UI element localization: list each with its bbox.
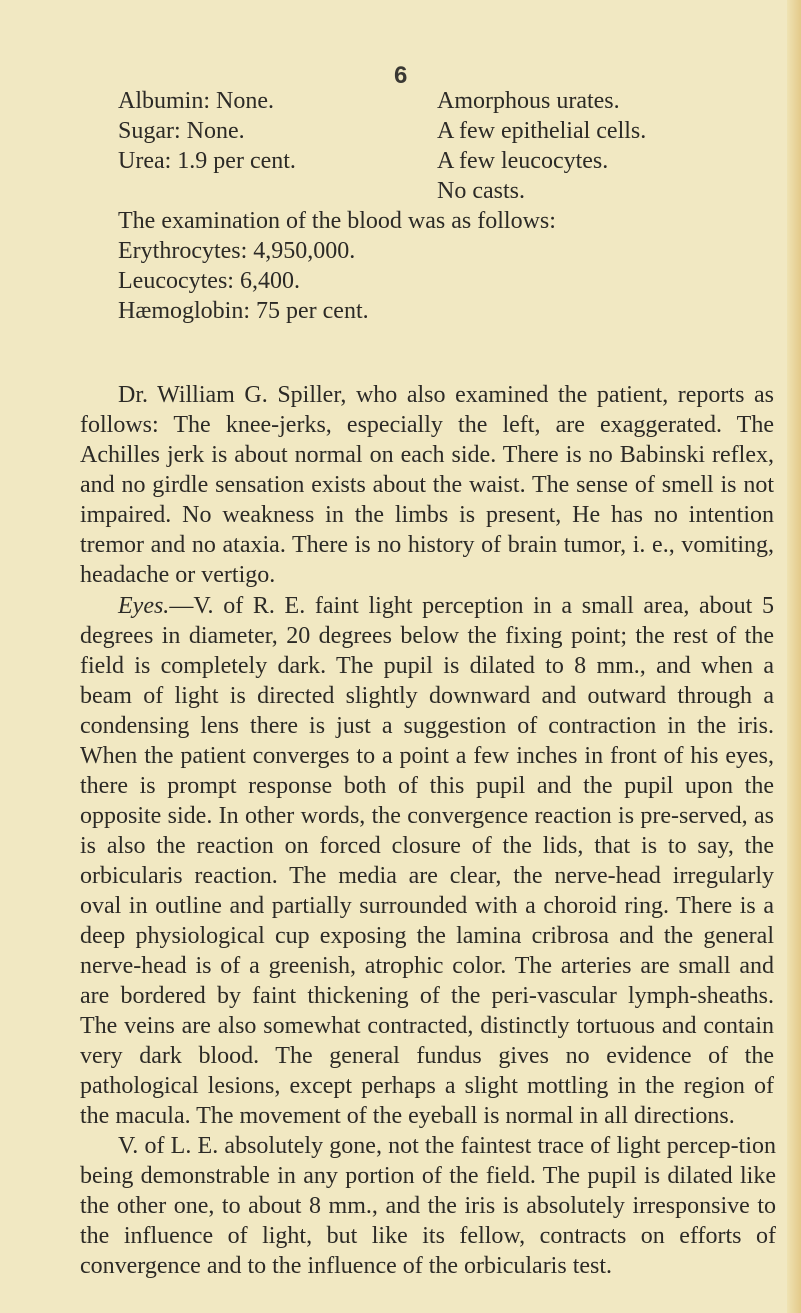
urea-line: Urea: 1.9 per cent.: [118, 148, 296, 174]
urates-line: Amorphous urates.: [437, 88, 620, 114]
casts-line: No casts.: [437, 178, 525, 204]
leucocytes-line: Leucocytes: 6,400.: [118, 268, 300, 294]
haemoglobin-line: Hæmoglobin: 75 per cent.: [118, 298, 369, 324]
neurological-report-paragraph: Dr. William G. Spiller, who also examined the patient, reports as follows: The knee-jerks, especially the left, are exaggerated. The Achilles jerk is about normal on each side. There is no Babinski reflex, and no girdle sensation exists about the waist. The sense of smell is not impaired. No weakness in the limbs is present, He has no intention tremor and no ataxia. There is no history of brain tumor, i. e., vomiting, headache or vertigo.: [80, 382, 774, 588]
leucocytes-urine-line: A few leucocytes.: [437, 148, 609, 174]
urine-results-left: [118, 86, 296, 176]
blood-examination: [80, 206, 774, 326]
erythrocytes-line: Erythrocytes: 4,950,000.: [118, 238, 356, 264]
blood-intro: The examination of the blood was as follows:: [118, 208, 556, 234]
sugar-line: Sugar: None.: [118, 118, 245, 144]
urine-results-right: [437, 86, 646, 206]
eyes-text: —V. of R. E. faint light perception in a small area, about 5 degrees in diameter, 20 degrees below the fixing point; the rest of the field is completely dark. The pupil is dilated to 8 mm., and when a beam of light is directed slightly downward and outward through a condensing lens there is just a suggestion of contraction in the iris. When the patient converges to a point a few inches in front of his eyes, there is prompt response both of this pupil and the pupil upon the opposite side. In other words, the convergence reaction is pre-served, as is also the reaction on forced closure of the lids, that is to say, the orbicularis reaction. The media are clear, the nerve-head irregularly oval in outline and partially surrounded with a choroid ring. There is a deep physiological cup exposing the lamina cribrosa and the general nerve-head is of a greenish, atrophic color. The arteries are small and are bordered by faint thickening of the peri-vascular lymph-sheaths. The veins are also somewhat contracted, distinctly tortuous and contain very dark blood. The general fundus gives no evidence of the pathological lesions, except perhaps a slight mottling in the region of the macula. The movement of the eyeball is normal in all directions.: [80, 593, 774, 1129]
albumin-line: Albumin: None.: [118, 88, 274, 114]
eyes-paragraph: [80, 591, 774, 1131]
epithelial-line: A few epithelial cells.: [437, 118, 647, 144]
page-edge: [787, 0, 801, 1313]
eyes-label: Eyes.: [118, 593, 170, 619]
left-eye-paragraph: V. of L. E. absolutely gone, not the faintest trace of light percep-tion being demonstrable in any portion of the field. The pupil is dilated like the other one, to about 8 mm., and the iris is absolutely irresponsive to the influence of light, but like its fellow, contracts on efforts of convergence and to the influence of the orbicularis test.: [80, 1133, 776, 1279]
page-number: 6: [394, 62, 408, 89]
